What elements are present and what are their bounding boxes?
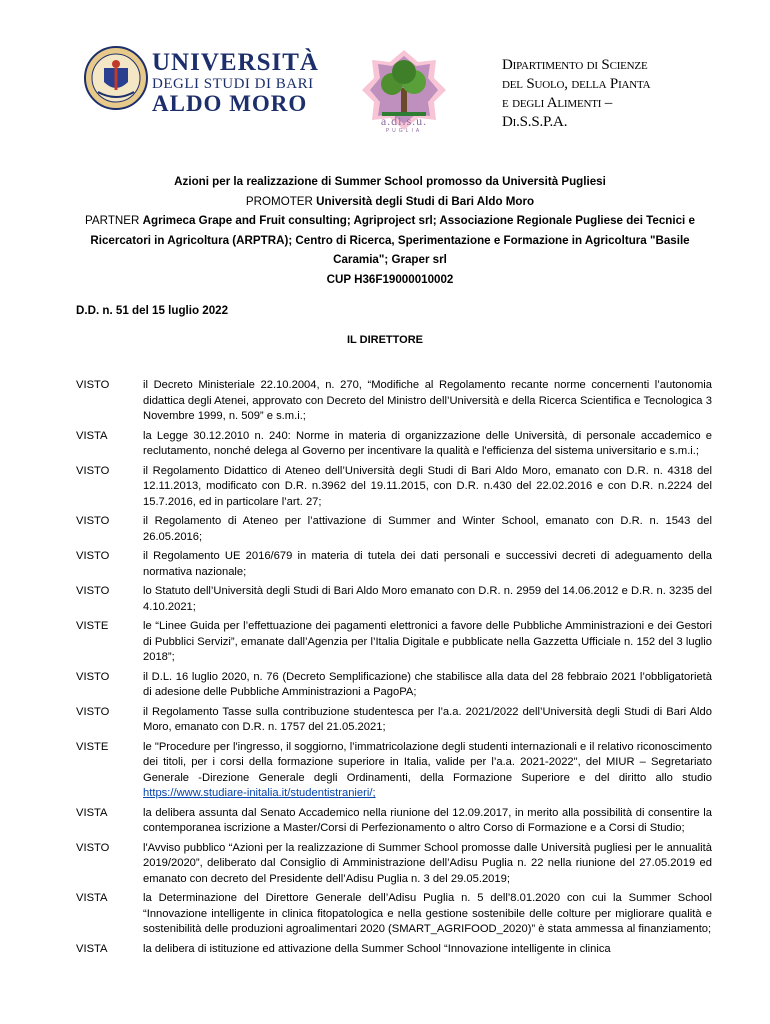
studiare-in-italia-link[interactable]: https://www.studiare-initalia.it/studentistranieri/; [143,787,376,799]
recital-row [76,464,712,511]
recital-text: lo Statuto dell’Università degli Studi di Bari Aldo Moro emanato con D.R. n. 2959 del 14.06.2012 e D.R. n. 3235 del 4.10.2021; [143,585,712,613]
recital-label: VISTA [76,892,108,904]
recital-row [76,549,712,580]
university-name-line2: DEGLI STUDI DI BARI [152,76,314,92]
recital-label: VISTA [76,942,108,955]
document-title-block [70,172,710,290]
university-name-line3: ALDO MORO [152,91,308,116]
recital-label: VISTO [76,464,110,477]
partner-value: Agrimeca Grape and Fruit consulting; Agriproject srl; Associazione Regionale Pugliese dei Tecnici e Ricercatori in Agricoltura (ARPTRA); Centro di Ricerca, Sperimentazione e Formazione in Agricoltura "Basile Caramia"; Graper srl [90,214,695,267]
university-name [152,50,319,116]
recital-label: VISTO [76,841,110,854]
recital-text: il Regolamento Didattico di Ateneo dell’Università degli Studi di Bari Aldo Moro, emanato con D.R. n. 4318 del 12.11.2013, modificato con D.R. n.3962 del 19.11.2015, con D.R. n.430 del 22.02.2016 e con D.R. n.2224 del 15.7.2016, ed in particolare l’art. 27; [143,464,712,508]
recital-text: il Decreto Ministeriale 22.10.2004, n. 270, “Modifiche al Regolamento recante norme concernenti l’autonomia didattica degli Atenei, approvato con Decreto del Ministro dell’Università e della Ricerca Scientifica e Tecnologica 3 Novembre 1999, n. 509” e s.m.i.; [143,379,712,422]
recital-row [76,740,712,802]
recital-row [76,670,712,701]
university-seal-logo [84,46,148,110]
recital-row [76,619,712,666]
recital-row [76,891,712,938]
department-line3: e degli Alimenti – [502,95,613,111]
recital-text-container [143,740,712,802]
partner-line [70,211,710,270]
recital-text: la delibera di istituzione ed attivazione della Summer School “Innovazione intelligente in clinica [143,942,611,955]
recital-text: il Regolamento UE 2016/679 in materia di tutela dei dati personali e successivi decreti di adeguamento della normativa nazionale; [143,550,712,578]
recital-text: le "Procedure per l'ingresso, il soggiorno, l’immatricolazione degli studenti internazionali e il relativo riconoscimento dei titoli, per i corsi della formazione superiore in Italia, valide per l’a.a. 2021-2022", del MIUR – Segretariato Generale -Direzione Generale degli Ordinamenti, della Formazione Superiore e del diritto allo studio [143,740,712,784]
recital-label: VISTE [76,740,109,753]
recital-row [76,514,712,545]
recital-text: il Regolamento di Ateneo per l’attivazione di Summer and Winter School, emanato con D.R. n. 1543 del 26.05.2016; [143,515,712,543]
recital-label: VISTA [76,806,108,819]
partner-label: PARTNER [85,214,143,228]
recital-text: la Legge 30.12.2010 n. 240: Norme in materia di organizzazione delle Università, di personale accademico e reclutamento, nonché delega al Governo per incentivare la qualità e l'efficienza del sistema universitario e s.m.i.; [143,429,712,457]
university-name-line1: UNIVERSITÀ [152,49,319,76]
promoter-value: Università degli Studi di Bari Aldo Moro [316,194,535,208]
recital-text: la Determinazione del Direttore Generale dell’Adisu Puglia n. 5 dell’8.01.2020 con cui la Summer School “Innovazione intelligente in clinica fitopatologica e nella gestione sostenibile delle colture per migliorare qualità e sostenibilità delle produzioni agroalimentari 2020 (SMART_AGRIFOOD_2020)” è stata ammessa al finanziamento; [143,892,712,935]
recital-label: VISTO [76,585,110,597]
department-name [502,56,732,132]
recital-text: il Regolamento Tasse sulla contribuzione studentesca per l’a.a. 2021/2022 dell’Università degli Studi di Bari Aldo Moro, emanato con D.R. n. 1757 del 21.05.2021; [143,705,712,733]
recital-label: VISTO [76,379,110,391]
adisu-name: a.di.s.u. [380,114,428,128]
recital-row [76,429,712,460]
recitals-list [76,378,712,961]
recital-label: VISTE [76,620,109,632]
adisu-region: PUGLIA [385,128,423,134]
promoter-label: PROMOTER [245,194,317,208]
cup-code: CUP H36F19000010002 [326,272,454,286]
letterhead [0,0,770,150]
decree-number: D.D. n. 51 del 15 luglio 2022 [76,304,229,317]
recital-label: VISTO [76,550,110,562]
recital-label: VISTO [76,705,110,718]
recital-label: VISTO [76,515,110,527]
document-heading: Azioni per la realizzazione di Summer School promosso da Università Pugliesi [174,175,606,188]
recital-row [76,806,712,837]
director-heading: IL DIRETTORE [347,334,423,346]
recital-row [76,378,712,425]
promoter-line [70,192,710,212]
recital-label: VISTO [76,670,110,683]
recital-row [76,942,712,958]
department-line1: Dipartimento di Scienze [502,57,648,73]
recital-row [76,584,712,615]
recital-text: le “Linee Guida per l’effettuazione dei pagamenti elettronici a favore delle Pubbliche Amministrazioni e dei Gestori di Pubblici Servizi”, emanate dall’Agenzia per l’Italia Digitale e pubblicate nella Gazzetta Ufficiale n. 152 del 3 luglio 2018”; [143,620,712,663]
recital-text: l'Avviso pubblico “Azioni per la realizzazione di Summer School promosse dalle Università pugliesi per le annualità 2019/2020”, deliberato dal Consiglio di Amministrazione dell’Adisu Puglia n. 22 nella riunione del 27.05.2019 ed emanato con decreto del Presidente dell’Adisu Puglia n. 3 del 29.05.2019; [143,841,712,885]
recital-row [76,705,712,736]
recital-label: VISTA [76,429,108,442]
recital-row [76,841,712,888]
recital-text: il D.L. 16 luglio 2020, n. 76 (Decreto Semplificazione) che stabilisce alla data del 28 febbraio 2021 l’obbligatorietà di adesione delle Pubbliche Amministrazioni a PagoPA; [143,670,712,698]
department-line4: Di.S.S.P.A. [502,114,568,130]
recital-text: la delibera assunta dal Senato Accademico nella riunione del 12.09.2017, in merito alla possibilità di consentire la contemporanea iscrizione a Master/Corsi di Perfezionamento o altro Corso di Formazione e a Corsi di Studio; [143,806,712,834]
department-line2: del Suolo, della Pianta [502,76,651,92]
